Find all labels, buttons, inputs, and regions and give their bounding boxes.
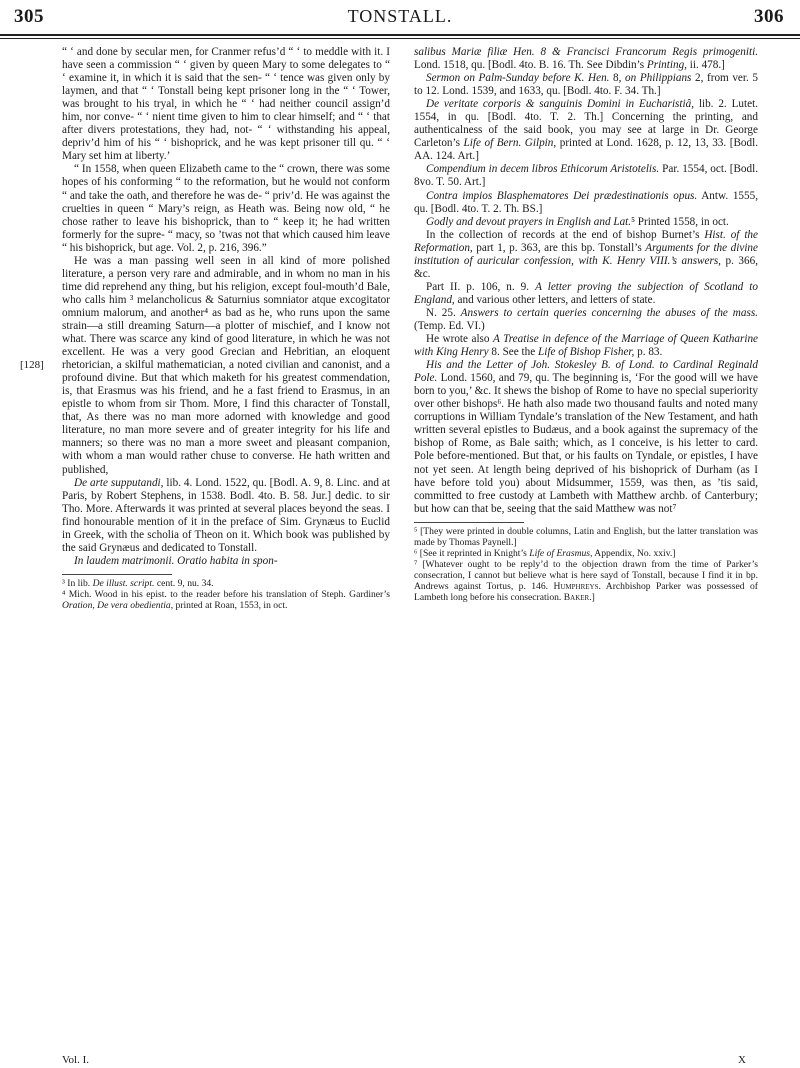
work-entry-contra-impios: Contra impios Blasphematores Dei prædestinationis opus. Antw. 1555, qu. [Bodl. 4to. T. 2. Th. BS.] — [414, 189, 758, 215]
margin-page-ref: [128] — [20, 359, 44, 371]
work-entry-compendium: Compendium in decem libros Ethicorum Aristotelis. Par. 1554, oct. [Bodl. 8vo. T. 50. Art.] — [414, 163, 759, 189]
footnote-7: ⁷ [Whatever ought to be reply’d to the objection drawn from the time of Parker’s consecration, I cannot but believe what is here sayd of Tonstall, because I find it in bp. Andrews against Tortus, p. 146. Humphreys. Archbishop Parker was possessed of Lambeth long before his consecration. Baker.] — [414, 558, 758, 603]
body-paragraph: He was a man passing well seen in all kind of more polished literature, a person very rare and admirable, and in whom no man in his time did reprehend any thing, but his religion, except foul-mouth’d Bale, who calls him ³ melancholicus & Saturnius somniator atque excogitator omnium malorum, and another⁴ as bad as he, who runs upon the same strain—a still dreaming Saturn—a plotter of mischief, and I know not what. There was scarce any kind of good literature, in which he was not excellent. He was a very good Grecian and Hebritian, an eloquent rhetorician, a skilful mathematician, a noted civilian and canonist, and a profound divine. But that which maketh for his greatest commendation, is, that Erasmus was his friend, and he a fast friend to Erasmus, in an epistle to whom from sir Thom. More, I find this character of Tonstall, that, As there was no man more adorned with knowledge and good literature, no man more severe and of greater integrity for his life and manners; so there was no man a more sweet and pleasant companion, with whom a man would rather chuse to converse. He hath written and published, — [62, 254, 390, 476]
left-column — [62, 46, 390, 611]
page-number-left: 305 — [14, 6, 44, 27]
page-footer — [62, 1054, 746, 1066]
work-title: De arte supputandi, — [74, 476, 164, 489]
footnote-4: ⁴ Mich. Wood in his epist. to the reader before his translation of Steph. Gardiner’s Oration, De vera obedientia, printed at Roan, 1553, in oct. — [62, 588, 390, 611]
footnote-6: ⁶ [See it reprinted in Knight’s Life of Erasmus, Appendix, No. xxiv.] — [414, 547, 676, 559]
records-paragraph: In the collection of records at the end of bishop Burnet’s Hist. of the Reformation, part 1, p. 363, are this bp. Tonstall’s Arguments for the divine institution of auricular confession, with K. Henry VIII.’s answers, p. 366, &c. — [414, 228, 759, 280]
work-details: lib. 4. Lond. 1522, qu. [Bodl. A. 9, 8. Linc. and at Paris, by Robert Stephens, in 1538. Bodl. 4to. B. 58. Jur.] dedic. to sir Tho. More. Afterwards it was printed at several places beyond the seas. I find honourable mention of it in the preface of Sim. Grynæus to Euclid in Greek, with the scholia of Theon on it. Which book was published by the said Grynæus and dedicated to Tonstall. — [62, 476, 390, 554]
footnote-rule — [414, 522, 524, 523]
work-entry-sermon: Sermon on Palm-Sunday before K. Hen. 8, on Philippians 2, from ver. 5 to 12. Lond. 1539, and 1633, qu. [Bodl. 4to. F. 34. Th.] — [414, 72, 758, 98]
quote-paragraph-2: “ In 1558, when queen Elizabeth came to the “ crown, there was some hopes of his conforming “ to the reformation, but he would not conform “ and take the oath, and therefore he was de- “ priv’d. He was against the cruelties in queen “ Mary’s reign, as Heath was. Being now old, “ he chose rather to leave his bishoprick, than to “ keep it; he had written formerly for the supre- “ macy, so ’twas not that which caused him leave “ his bishoprick, but age. Vol. 2, p. 216, 396.” — [62, 163, 390, 254]
work-title: In laudem matrimonii. Oratio habita in spon- — [74, 554, 278, 567]
records-n25: N. 25. Answers to certain queries concerning the abuses of the mass. (Temp. Ed. VI.) — [414, 306, 758, 332]
work-entry-in-laudem — [62, 555, 390, 568]
records-part-two: Part II. p. 106, n. 9. A letter proving the subjection of Scotland to England, and various other letters, and letters of state. — [414, 280, 758, 306]
header-rule — [0, 34, 800, 36]
treatise-paragraph: He wrote also A Treatise in defence of the Marriage of Queen Katharine with King Henry 8. See the Life of Bishop Fisher, p. 83. — [414, 333, 759, 359]
right-column — [414, 46, 758, 603]
running-title: TONSTALL. — [347, 6, 453, 26]
footnote-rule — [62, 574, 172, 575]
footnote-5: ⁵ [They were printed in double columns, Latin and English, but the latter translation was made by Thomas Paynell.] — [414, 525, 758, 548]
work-entry-prayers: Godly and devout prayers in English and Lat.⁵ Printed 1558, in oct. — [426, 215, 729, 228]
page-number-right: 306 — [754, 6, 784, 27]
header-rule-thin — [0, 38, 800, 39]
work-entry-de-veritate: De veritate corporis & sanguinis Domini in Eucharistiâ, lib. 2. Lutet. 1554, in qu. [Bodl. 4to. T. 2. Th.] Concerning the printing, and authenticalness of the said book, you may see at large in Dr. George Carleton’s Life of Bern. Gilpin, printed at Lond. 1628, p. 12, 13, 33. [Bodl. AA. 124. Art.] — [414, 98, 758, 163]
signature-mark: X — [738, 1054, 746, 1066]
work-entry-continued: salibus Mariæ filiæ Hen. 8 & Francisci Francorum Regis primogeniti. Lond. 1518, qu. [Bodl. 4to. B. 16. Th. See Dibdin’s Printing, ii. 478.] — [414, 46, 758, 72]
letter-paragraph: His and the Letter of Joh. Stokesley B. of Lond. to Cardinal Reginald Pole. Lond. 1560, and 79, qu. The beginning is, ‘For the good will we have born to you,’ &c. It shews the bishop of Rome to have no special superiority over other bishops⁶. He hath also made two thousand faults and noted many corruptions in William Tyndale’s translation of the New Testament, and hath written several epistles to Budæus, and a book against the supremacy of the bishop of Rome, as Bale saith; which, as I conceive, is his letter to card. Pole before-mentioned. But that, or his faults on Tyndale, or epistles, I have not yet seen. At length being deprived of his bishoprick of Durham (as I have before told you) about Midsummer, 1559, was then, as ’tis said, committed to free custody at Lambeth with Matthew archb. of Canterbury; but how can that be, seeing that the said Matthew was not⁷ — [414, 359, 758, 515]
quote-paragraph-1: “ ‘ and done by secular men, for Cranmer refus’d “ ‘ to meddle with it. I have seen a commission “ ‘ given by queen Mary to some delegates to “ ‘ examine it, in which it is said that the sen- “ ‘ tence was given only by laymen, and that “ ‘ Tonstall being kept prisoner long in the “ ‘ Tower, was brought to his tryal, in which he “ ‘ had neither council assign’d him, nor conve- “ ‘ nient time given to him to clear himself; and “ ‘ that after divers protestations, they had, not- “ ‘ withstanding his appeal, depriv’d him of his “ ‘ bishoprick, and he was kept prisoner till qu. “ ‘ Mary set him at liberty.’ — [62, 46, 390, 163]
volume-label: Vol. I. — [62, 1054, 89, 1066]
work-entry-de-arte — [62, 477, 390, 555]
footnote-3: ³ In lib. De illust. script. cent. 9, nu. 34. — [62, 577, 214, 589]
